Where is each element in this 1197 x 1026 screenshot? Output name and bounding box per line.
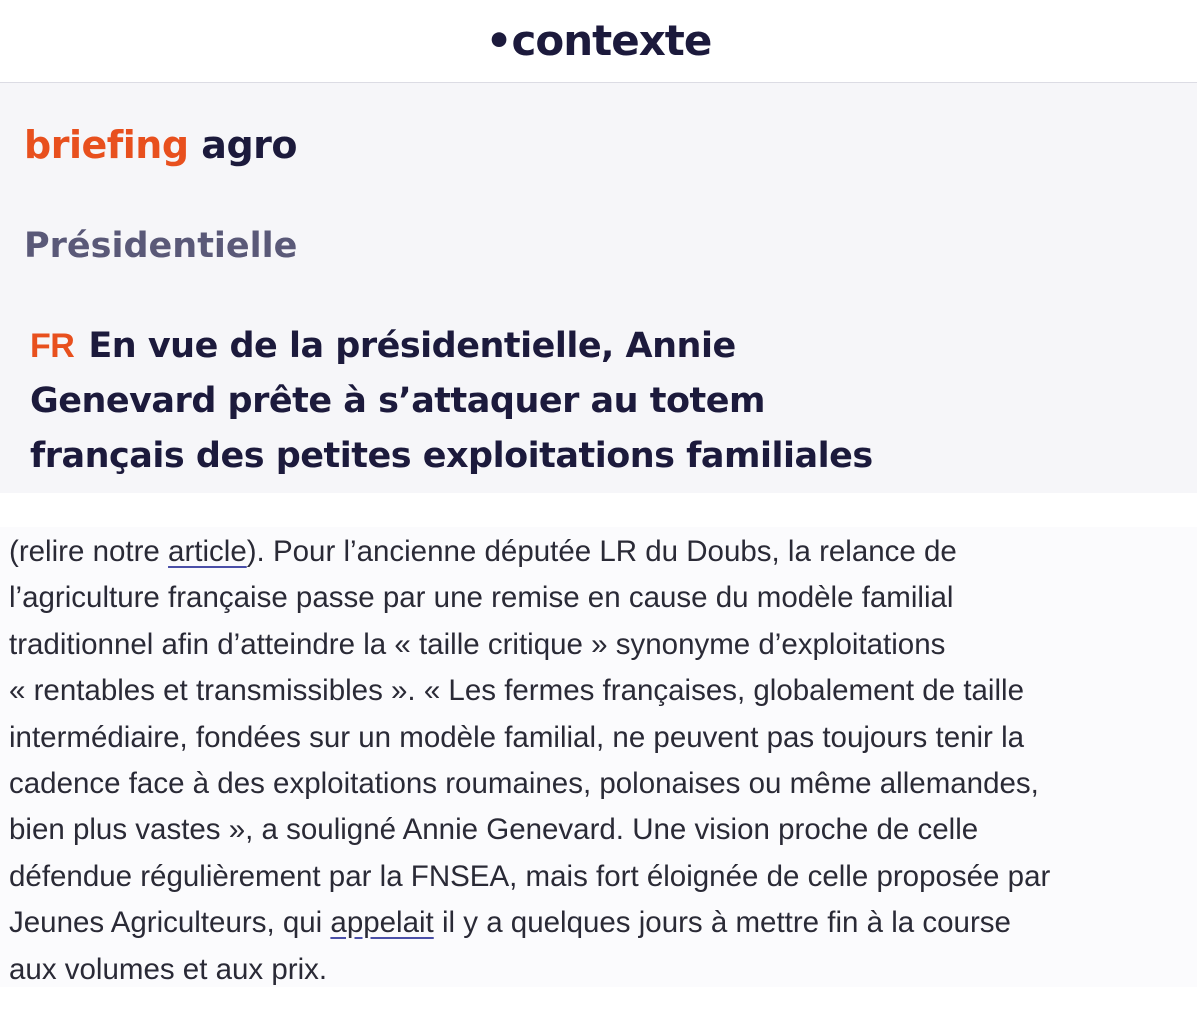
top-bar — [0, 0, 1197, 83]
text-segment: ). Pour l’ancienne députée LR du Doubs, la relance de — [246, 535, 957, 568]
article-body — [0, 527, 1197, 987]
paragraph-line: « rentables et transmissibles ». « Les fermes françaises, globalement de taille — [9, 674, 1024, 708]
paragraph-line: l’agriculture française passe par une remise en cause du modèle familial — [9, 581, 954, 615]
section-label: Présidentielle — [24, 226, 298, 266]
article-paragraph — [9, 529, 1197, 993]
article-link[interactable]: article — [168, 535, 247, 568]
text-segment: Jeunes Agriculteurs, qui — [9, 906, 331, 940]
article-header — [0, 83, 1197, 493]
country-tag: FR — [30, 327, 75, 365]
paragraph-line: cadence face à des exploitations roumaines, polonaises ou même allemandes, — [9, 767, 1039, 801]
paragraph-line: aux volumes et aux prix. — [9, 952, 328, 986]
paragraph-line — [9, 900, 1197, 946]
appelait-link[interactable]: appelait — [330, 906, 434, 940]
contexte-logo[interactable]: •contexte — [485, 16, 712, 65]
brand-primary: briefing — [24, 123, 189, 167]
paragraph-line: bien plus vastes », a souligné Annie Genevard. Une vision proche de celle — [9, 813, 979, 847]
paragraph-line: défendue régulièrement par la FNSEA, mais fort éloignée de celle proposée par — [9, 859, 1051, 893]
article-headline — [30, 319, 930, 484]
headline-line-3: français des petites exploitations familiales — [30, 436, 873, 476]
text-segment: il y a quelques jours à mettre fin à la course — [433, 906, 1011, 940]
paragraph-line: intermédiaire, fondées sur un modèle familial, ne peuvent pas toujours tenir la — [9, 720, 1025, 754]
text-segment: (relire notre — [9, 535, 169, 568]
paragraph-line — [9, 529, 1197, 575]
paragraph-line: traditionnel afin d’atteindre la « taille critique » synonyme d’exploitations — [9, 627, 946, 661]
briefing-brand[interactable] — [24, 123, 297, 167]
headline-line-1: En vue de la présidentielle, Annie — [88, 326, 736, 366]
brand-secondary: agro — [201, 123, 297, 167]
headline-line-2: Genevard prête à s’attaquer au totem — [30, 381, 765, 421]
